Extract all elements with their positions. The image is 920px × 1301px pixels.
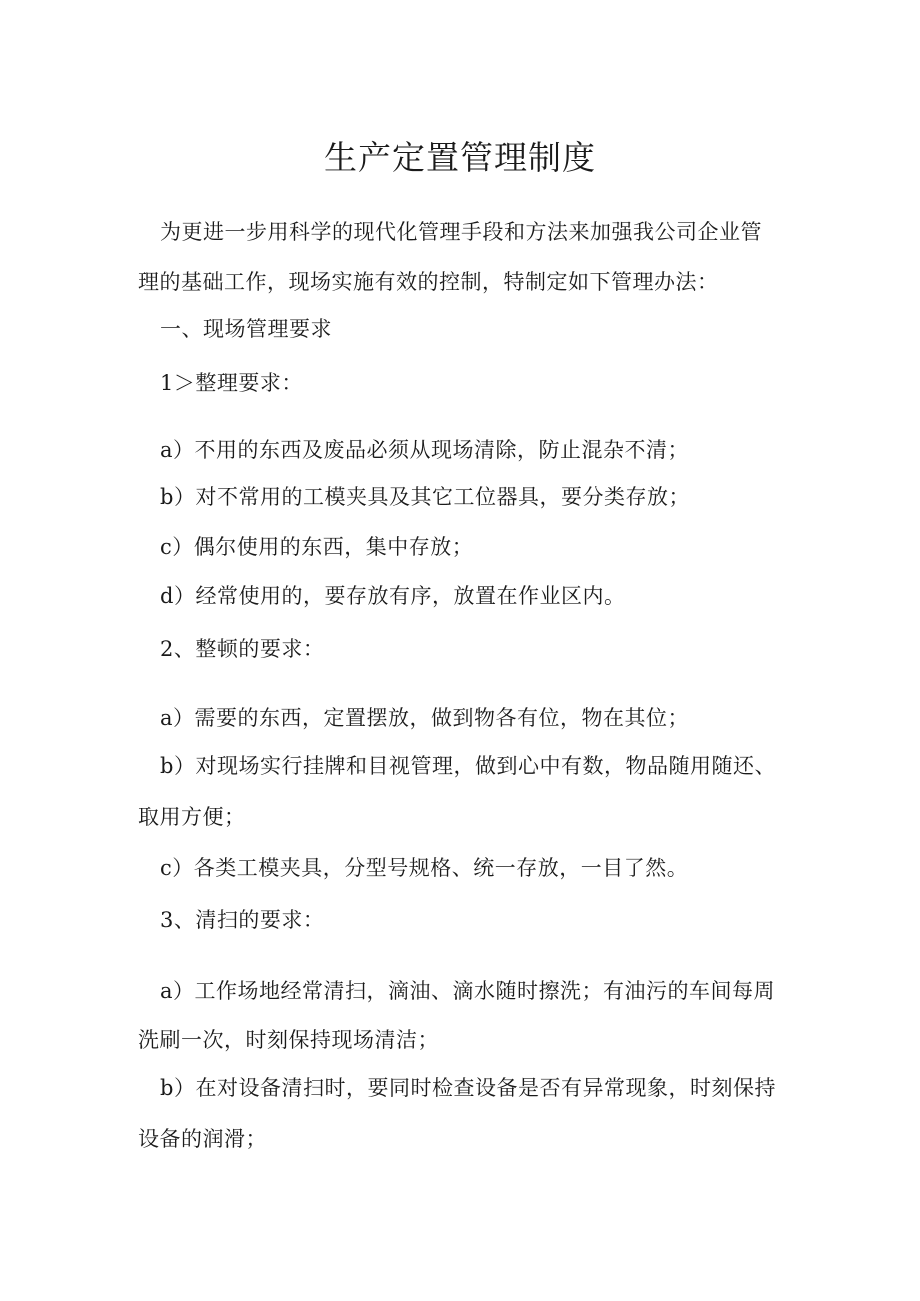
paragraph-line: 理的基础工作，现场实施有效的控制，特制定如下管理办法： <box>138 270 719 294</box>
document-title: 生产定置管理制度 <box>324 138 596 177</box>
subsection-heading: 2、整顿的要求： <box>160 637 325 661</box>
subsection-heading: 3、清扫的要求： <box>160 908 325 932</box>
list-item-continuation: 设备的润滑； <box>138 1127 267 1151</box>
list-item: a）工作场地经常清扫，滴油、滴水随时擦洗；有油污的车间每周 <box>160 979 776 1003</box>
section-heading: 一、现场管理要求 <box>160 317 332 341</box>
list-item: c）偶尔使用的东西，集中存放； <box>160 535 474 559</box>
list-item: b）对现场实行挂牌和目视管理，做到心中有数，物品随用随还、 <box>160 754 776 778</box>
list-item: d）经常使用的，要存放有序，放置在作业区内。 <box>160 584 626 608</box>
list-item-continuation: 取用方便； <box>138 805 246 829</box>
list-item: b）对不常用的工模夹具及其它工位器具，要分类存放； <box>160 485 690 509</box>
list-item: b）在对设备清扫时，要同时检查设备是否有异常现象，时刻保持 <box>160 1076 776 1100</box>
subsection-heading: 1＞整理要求： <box>160 371 303 395</box>
list-item-continuation: 洗刷一次，时刻保持现场清洁； <box>138 1028 439 1052</box>
paragraph-line: 为更进一步用科学的现代化管理手段和方法来加强我公司企业管 <box>160 220 762 244</box>
list-item: a）需要的东西，定置摆放，做到物各有位，物在其位； <box>160 706 690 730</box>
list-item: a）不用的东西及废品必须从现场清除，防止混杂不清； <box>160 438 690 462</box>
list-item: c）各类工模夹具，分型号规格、统一存放，一目了然。 <box>160 856 689 880</box>
